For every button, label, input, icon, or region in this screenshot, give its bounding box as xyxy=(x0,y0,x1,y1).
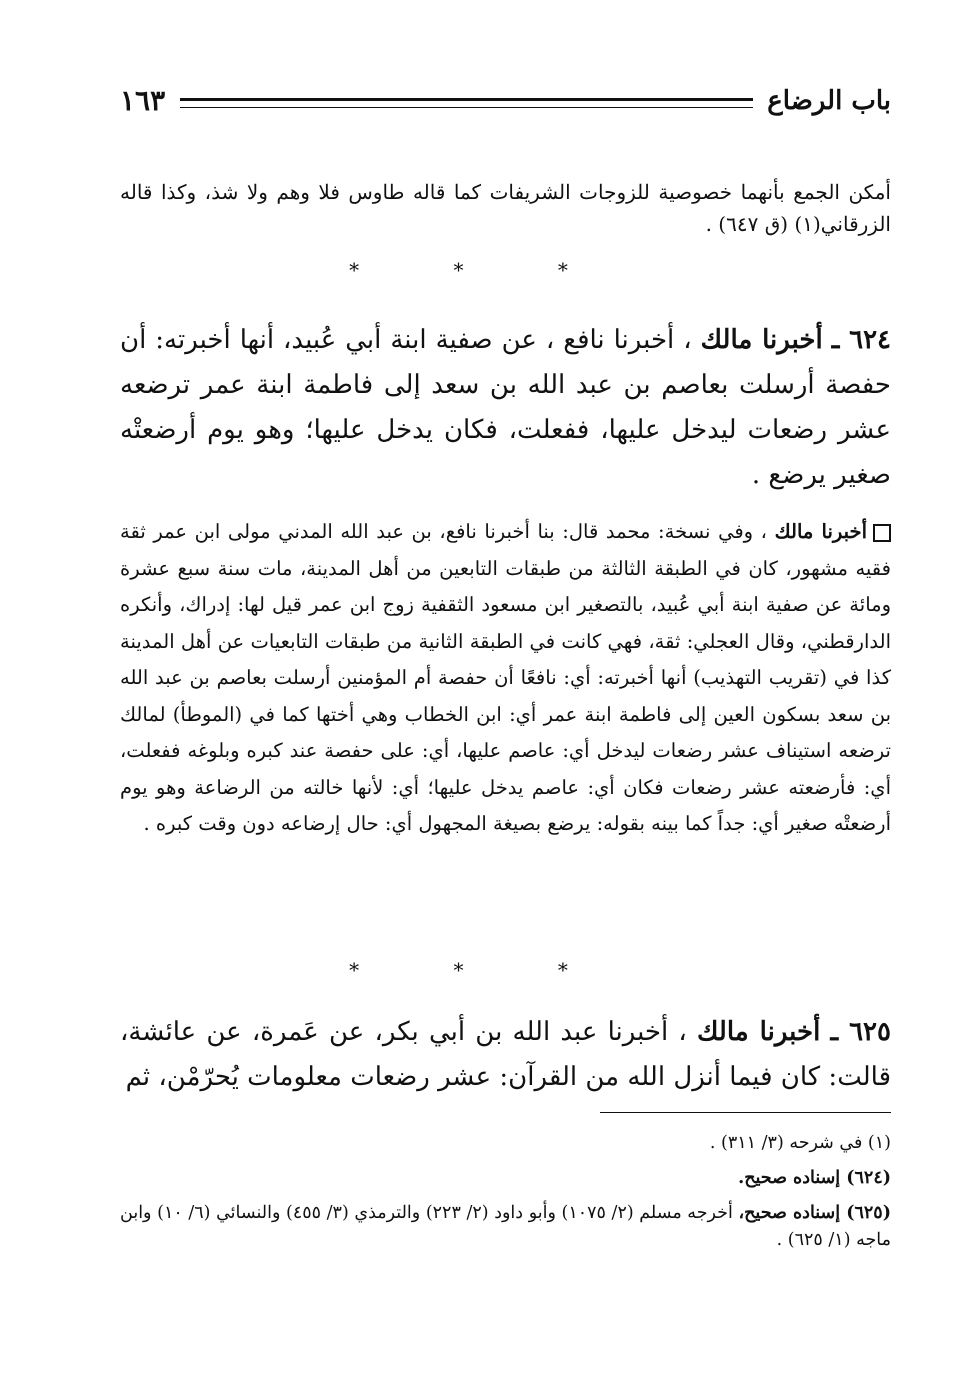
footnote-625 xyxy=(120,1200,891,1254)
commentary-text: ، وفي نسخة: محمد قال: بنا أخبرنا نافع، بن عبد الله المدني مولى ابن عمر ثقة فقيه مشهور، كان في الطبقة الثالثة من طبقات التابعين من أهل المدينة، مات سنة سبع عشرة ومائة عن صفية ابنة أبي عُبيد، بالتصغير ابن مسعود الثقفية زوج ابن عمر قيل لها: إدراك، وأنكره الدارقطني، وقال العجلي: ثقة، فهي كانت في الطبقة الثانية من طبقات التابعيات عن أهل المدينة كذا في (تقريب التهذيب) أنها أخبرته: أي: نافعًا أن حفصة أم المؤمنين أرسلت بعاصم بن عبد الله بن سعد بسكون العين إلى فاطمة ابنة عمر أي: ابن الخطاب وهي أختها كما في (الموطأ) لمالك ترضعه استيناف عشر رضعات ليدخل أي: عاصم عليها، أي: على حفصة عند كبره وبلوغه ففعلت، أي: فأرضعته عشر رضعات فكان أي: عاصم يدخل عليها؛ أي: لأنها خالته من الرضاعة وهو يوم أرضعتْه صغير أي: جداً كما بينه بقوله: يرضع بصيغة المجهول أي: حال إرضاعه دون وقت كبره . xyxy=(120,520,891,835)
intro-paragraph: أمكن الجمع بأنهما خصوصية للزوجات الشريفات كما قاله طاوس فلا وهم ولا شذ، وكذا قاله الزرقاني(١) (ق ٦٤٧) . xyxy=(120,180,891,236)
hadith-625 xyxy=(120,1010,891,1100)
commentary-624 xyxy=(120,514,891,843)
hadith-number: ٦٢٥ ـ xyxy=(830,1017,891,1047)
footnotes xyxy=(120,1130,891,1262)
footnote-624: (٦٢٤) إسناده صحيح. xyxy=(738,1168,891,1188)
section-separator: * * * xyxy=(349,958,612,982)
footnote-625-label: (٦٢٥) إسناده صحيح، xyxy=(738,1203,891,1223)
commentary-lead: أخبرنا مالك xyxy=(774,520,868,543)
hadith-lead: أخبرنا مالك xyxy=(697,1017,821,1047)
square-marker-icon xyxy=(873,524,891,542)
footnote-625-text: أخرجه مسلم (٢/ ١٠٧٥) وأبو داود (٢/ ٢٢٣) والترمذي (٣/ ٤٥٥) والنسائي (٦/ ١٠) وابن ماجه (١/ ٦٢٥) . xyxy=(120,1203,891,1250)
hadith-624 xyxy=(120,318,891,498)
hadith-text: ، أخبرنا عبد الله بن أبي بكر، عن عَمرة، عن عائشة، قالت: كان فيما أنزل الله من القرآن: عشر رضعات معلومات يُحرّمْن، ثم xyxy=(120,1017,891,1092)
hadith-lead: أخبرنا مالك xyxy=(700,325,823,355)
footnote-rule xyxy=(600,1112,891,1113)
page-number: ١٦٣ xyxy=(120,84,166,117)
footnote-1: (١) في شرحه (٣/ ٣١١) . xyxy=(709,1133,891,1153)
hadith-number: ٦٢٤ ـ xyxy=(831,325,892,355)
chapter-title: باب الرضاع xyxy=(767,86,891,116)
hadith-text: ، أخبرنا نافع ، عن صفية ابنة أبي عُبيد، أنها أخبرته: أن حفصة أرسلت بعاصم بن عبد الله بن سعد إلى فاطمة ابنة عمر ترضعه عشر رضعات ليدخل عليها، ففعلت، فكان يدخل عليها؛ وهو يوم أرضعتْه صغير يرضع . xyxy=(120,325,891,490)
section-separator: * * * xyxy=(349,258,612,282)
header-rule xyxy=(180,98,753,108)
